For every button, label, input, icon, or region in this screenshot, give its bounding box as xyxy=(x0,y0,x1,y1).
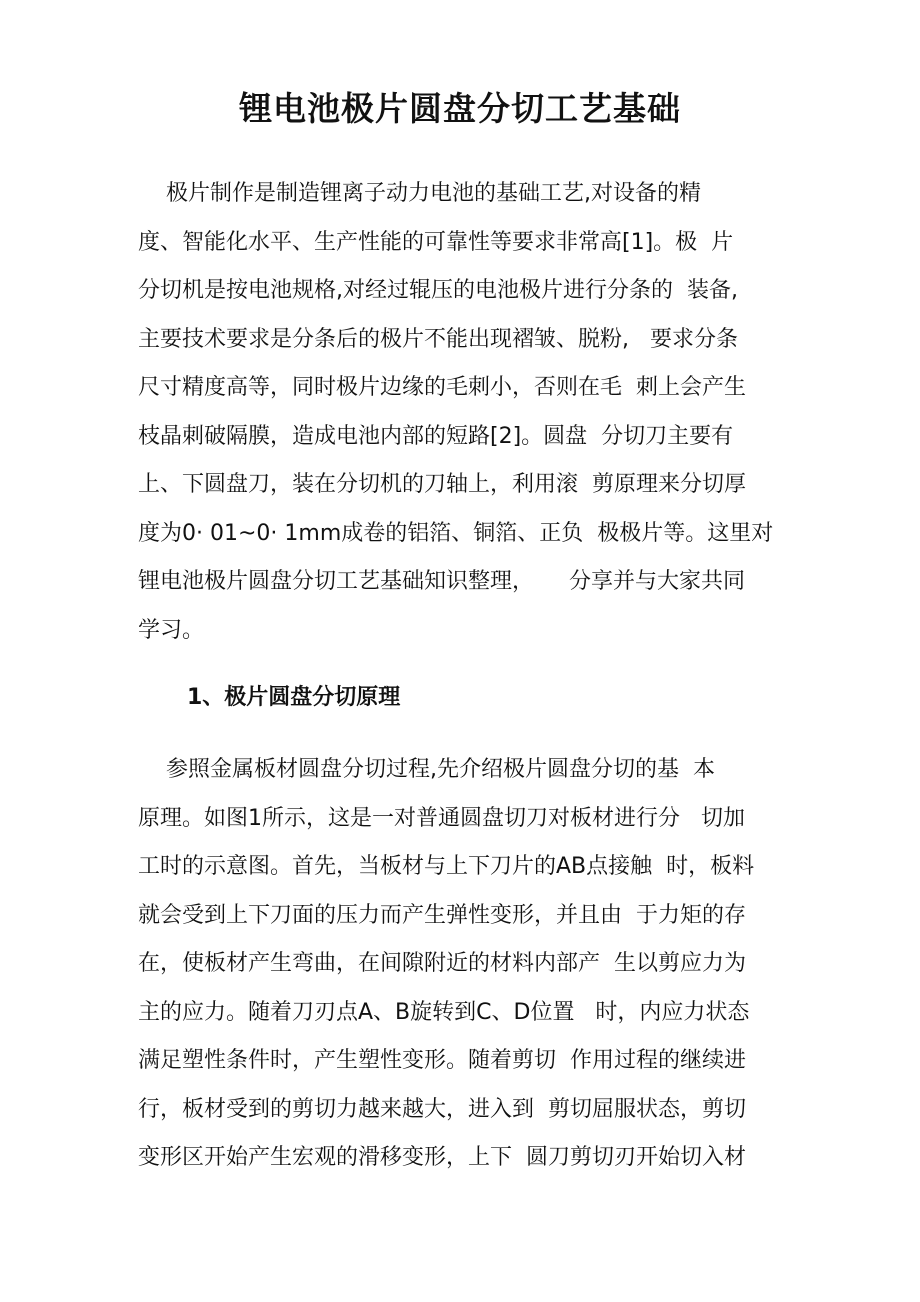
text-line: 就会受到上下刀面的压力而产生弹性变形，并且由 于力矩的存 xyxy=(138,902,746,928)
intro-paragraph xyxy=(138,170,798,655)
text-line: 上、下圆盘刀，装在分切机的刀轴上，利用滚 剪原理来分切厚 xyxy=(138,472,746,497)
text-line: 度、智能化水平、生产性能的可靠性等要求非常高[1]。极 片 xyxy=(138,229,734,255)
text-line: 工时的示意图。首先，当板材与上下刀片的AB点接触 时，板料 xyxy=(138,854,755,879)
text-line: 参照金属板材圆盘分切过程,先介绍极片圆盘分切的基 本 xyxy=(138,757,715,782)
section-heading: 1、极片圆盘分切原理 xyxy=(187,685,401,710)
text-line: 变形区开始产生宏观的滑移变形，上下 圆刀剪切刃开始切入材 xyxy=(138,1145,746,1170)
text-line: 分切机是按电池规格,对经过辊压的电池极片进行分条的 装备, xyxy=(138,278,738,303)
text-line: 主的应力。随着刀刃点A、B旋转到C、D位置 时，内应力状态 xyxy=(138,999,750,1025)
text-line: 主要技术要求是分条后的极片不能出现褶皱、脱粉, 要求分条 xyxy=(138,326,738,352)
text-line: 枝晶刺破隔膜，造成电池内部的短路[2]。圆盘 分切刀主要有 xyxy=(138,423,734,449)
text-line: 学习。 xyxy=(138,617,205,643)
text-line: 尺寸精度高等，同时极片边缘的毛刺小，否则在毛 刺上会产生 xyxy=(138,375,746,400)
principle-paragraph xyxy=(138,746,798,1183)
text-line: 满足塑性条件时，产生塑性变形。随着剪切 作用过程的继续进 xyxy=(138,1048,746,1073)
text-line: 度为0· 01~0· 1mm成卷的铝箔、铜箔、正负 极极片等。这里对 xyxy=(138,520,774,546)
text-line: 锂电池极片圆盘分切工艺基础知识整理， 分享并与大家共同 xyxy=(138,569,745,594)
page-title: 锂电池极片圆盘分切工艺基础 xyxy=(239,89,681,128)
text-line: 在，使板材产生弯曲，在间隙附近的材料内部产 生以剪应力为 xyxy=(138,951,746,976)
text-line: 极片制作是制造锂离子动力电池的基础工艺,对设备的精 xyxy=(138,181,701,206)
text-line: 行，板材受到的剪切力越来越大，进入到 剪切屈服状态，剪切 xyxy=(138,1096,746,1122)
text-line: 原理。如图1所示，这是一对普通圆盘切刀对板材进行分 切加 xyxy=(138,805,745,831)
